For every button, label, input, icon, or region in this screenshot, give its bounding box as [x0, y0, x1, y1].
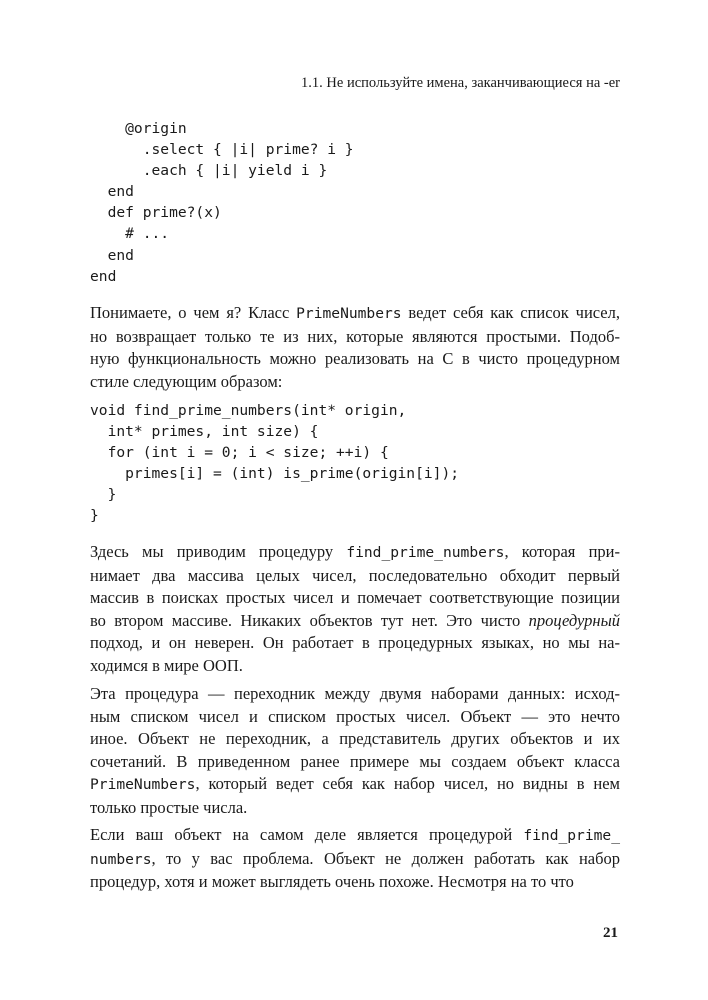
inline-code: PrimeNumbers — [90, 776, 196, 793]
text-line: стиле следующим образом: — [90, 371, 283, 391]
text-line: ходимся в мире ООП. — [90, 655, 243, 675]
code-block-c — [90, 400, 459, 527]
paragraph — [90, 541, 620, 677]
text-line: только простые числа. — [90, 797, 248, 817]
text-line: ным списком чисел и списком простых чисел. Объект — это нечто — [90, 706, 620, 726]
running-header: 1.1. Не используйте имена, заканчивающиеся на -er — [301, 75, 620, 91]
text-line: нимает два массива целых чисел, последовательно обходит первый — [90, 565, 620, 585]
page-number: 21 — [603, 925, 618, 941]
code-line: def prime?(x) — [107, 204, 222, 222]
text-line: подход, и он неверен. Он работает в процедурных языках, но мы на- — [90, 633, 620, 652]
inline-code: numbers — [90, 850, 152, 868]
code-block-ruby — [90, 118, 354, 287]
text-line: ную функциональность можно реализовать на C в чисто процедурном — [90, 349, 620, 368]
code-line: # ... — [125, 225, 170, 243]
paragraph — [90, 824, 620, 894]
text-line: numbers, то у вас проблема. Объект не должен работать как набор — [90, 848, 620, 868]
code-line: } — [90, 507, 99, 525]
code-line: end — [107, 246, 134, 264]
text-line: PrimeNumbers, который ведет себя как набор чисел, но видны в нем — [90, 774, 620, 793]
emphasis: процедурный — [528, 610, 620, 630]
paragraph — [90, 302, 620, 393]
code-line: primes[i] = (int) is_prime(origin[i]); — [125, 465, 460, 483]
code-line: void find_prime_numbers(int* origin, — [90, 402, 407, 419]
paragraph — [90, 683, 620, 819]
text-line: массив в поисках простых чисел и помечает соответствующие позиции — [90, 588, 620, 607]
text-line: Понимаете, о чем я? Класс PrimeNumbers ведет себя как список чисел, — [90, 303, 620, 322]
text-line: во втором массиве. Никаких объектов тут нет. Это чисто процедурный — [90, 610, 620, 630]
text-line: Здесь мы приводим процедуру find_prime_numbers, которая при- — [90, 542, 620, 561]
inline-code: find_prime_numbers — [346, 544, 505, 561]
text-line: Эта процедура — переходник между двумя наборами данных: исход- — [90, 684, 620, 703]
text-line: процедур, хотя и может выглядеть очень похоже. Несмотря на то что — [90, 872, 574, 891]
text-line: сочетаний. В приведенном ранее примере мы создаем объект класса — [90, 751, 620, 771]
inline-code: find_prime_ — [523, 827, 620, 844]
code-line: .select { |i| prime? i } — [142, 141, 354, 159]
text-line: Если ваш объект на самом деле является процедурой find_prime_ — [90, 825, 620, 844]
code-line: } — [107, 486, 117, 504]
code-line: .each { |i| yield i } — [142, 162, 328, 180]
text-line: иное. Объект не переходник, а представитель других объектов и их — [90, 729, 620, 748]
code-line: @origin — [125, 120, 187, 137]
code-line: for (int i = 0; i < size; ++i) { — [107, 444, 389, 462]
text-line: но возвращает только те из них, которые являются простыми. Подоб- — [90, 326, 620, 346]
code-line: int* primes, int size) { — [107, 423, 319, 441]
inline-code: PrimeNumbers — [296, 305, 402, 322]
code-line: end — [90, 267, 117, 285]
code-line: end — [107, 183, 134, 201]
